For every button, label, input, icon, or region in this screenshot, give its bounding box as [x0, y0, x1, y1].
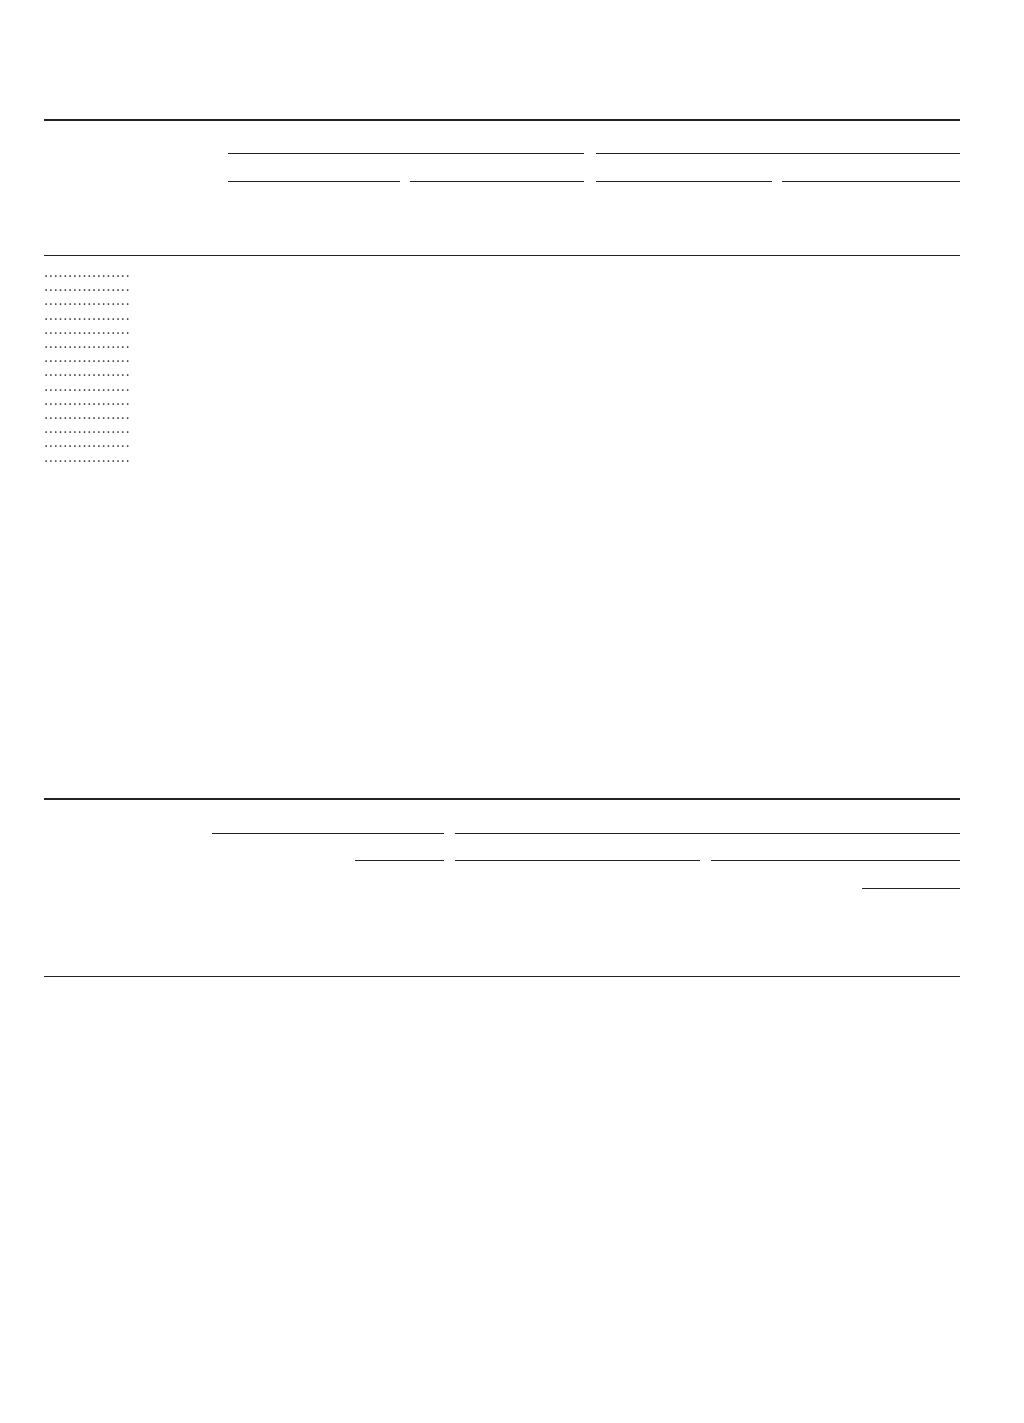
row-label	[44, 394, 130, 408]
table15-rule-insgesamt	[228, 153, 584, 154]
row-label	[44, 280, 130, 294]
row-label	[44, 408, 130, 422]
leader-dots: ..................	[44, 336, 131, 352]
row-label	[44, 323, 130, 337]
row-label	[44, 422, 130, 436]
table15-year-row	[44, 266, 964, 280]
leader-dots: ..................	[44, 293, 131, 310]
leader-dots: ..................	[44, 407, 131, 423]
table16-top-rule	[44, 798, 960, 800]
leader-dots: ..................	[44, 392, 131, 409]
table15-rule-heime-2	[596, 181, 772, 182]
table15-rule-plaetze-2	[782, 181, 960, 182]
table15-year-row	[44, 280, 964, 294]
table15-year-row	[44, 408, 964, 422]
leader-dots: ..................	[44, 449, 131, 466]
table16-rule-fuer-kurheime	[862, 888, 960, 889]
table15-year-row	[44, 309, 964, 323]
row-label	[44, 351, 130, 365]
table15-rule-plaetze-1	[410, 181, 584, 182]
row-label	[44, 436, 130, 450]
table16-header-bottom-rule	[44, 976, 960, 977]
table16-rule-vertrag	[711, 860, 960, 861]
leader-dots: ..................	[44, 435, 131, 452]
leader-dots: ..................	[44, 364, 131, 381]
table16-rule-eigene	[455, 860, 700, 861]
table15-header-bottom-rule	[44, 255, 960, 256]
leader-dots: ..................	[44, 265, 131, 281]
table15-rule-heime-1	[228, 181, 400, 182]
table15-year-row	[44, 451, 964, 465]
row-label	[44, 266, 130, 280]
table15-year-row	[44, 294, 964, 308]
table15-rule-staatlich	[596, 153, 960, 154]
table15-top-rule	[44, 119, 960, 121]
leader-dots: ..................	[44, 421, 131, 438]
row-label	[44, 294, 130, 308]
table16-rule-heime	[212, 833, 444, 834]
table15-year-row	[44, 337, 964, 351]
table16-rule-betten	[455, 833, 960, 834]
leader-dots: ..................	[44, 378, 131, 395]
table15-year-row	[44, 422, 964, 436]
table15-year-row	[44, 394, 964, 408]
leader-dots: ..................	[44, 279, 131, 296]
row-label	[44, 309, 130, 323]
table15-year-row	[44, 323, 964, 337]
row-label	[44, 337, 130, 351]
leader-dots: ..................	[44, 350, 131, 367]
table15-year-row	[44, 351, 964, 365]
leader-dots: ..................	[44, 307, 131, 324]
row-label	[44, 380, 130, 394]
table15-year-row	[44, 436, 964, 450]
row-label	[44, 365, 130, 379]
row-label	[44, 451, 130, 465]
table16-rule-kurheime	[355, 860, 444, 861]
table15-year-row	[44, 380, 964, 394]
table15-year-row	[44, 365, 964, 379]
leader-dots: ..................	[44, 321, 131, 338]
